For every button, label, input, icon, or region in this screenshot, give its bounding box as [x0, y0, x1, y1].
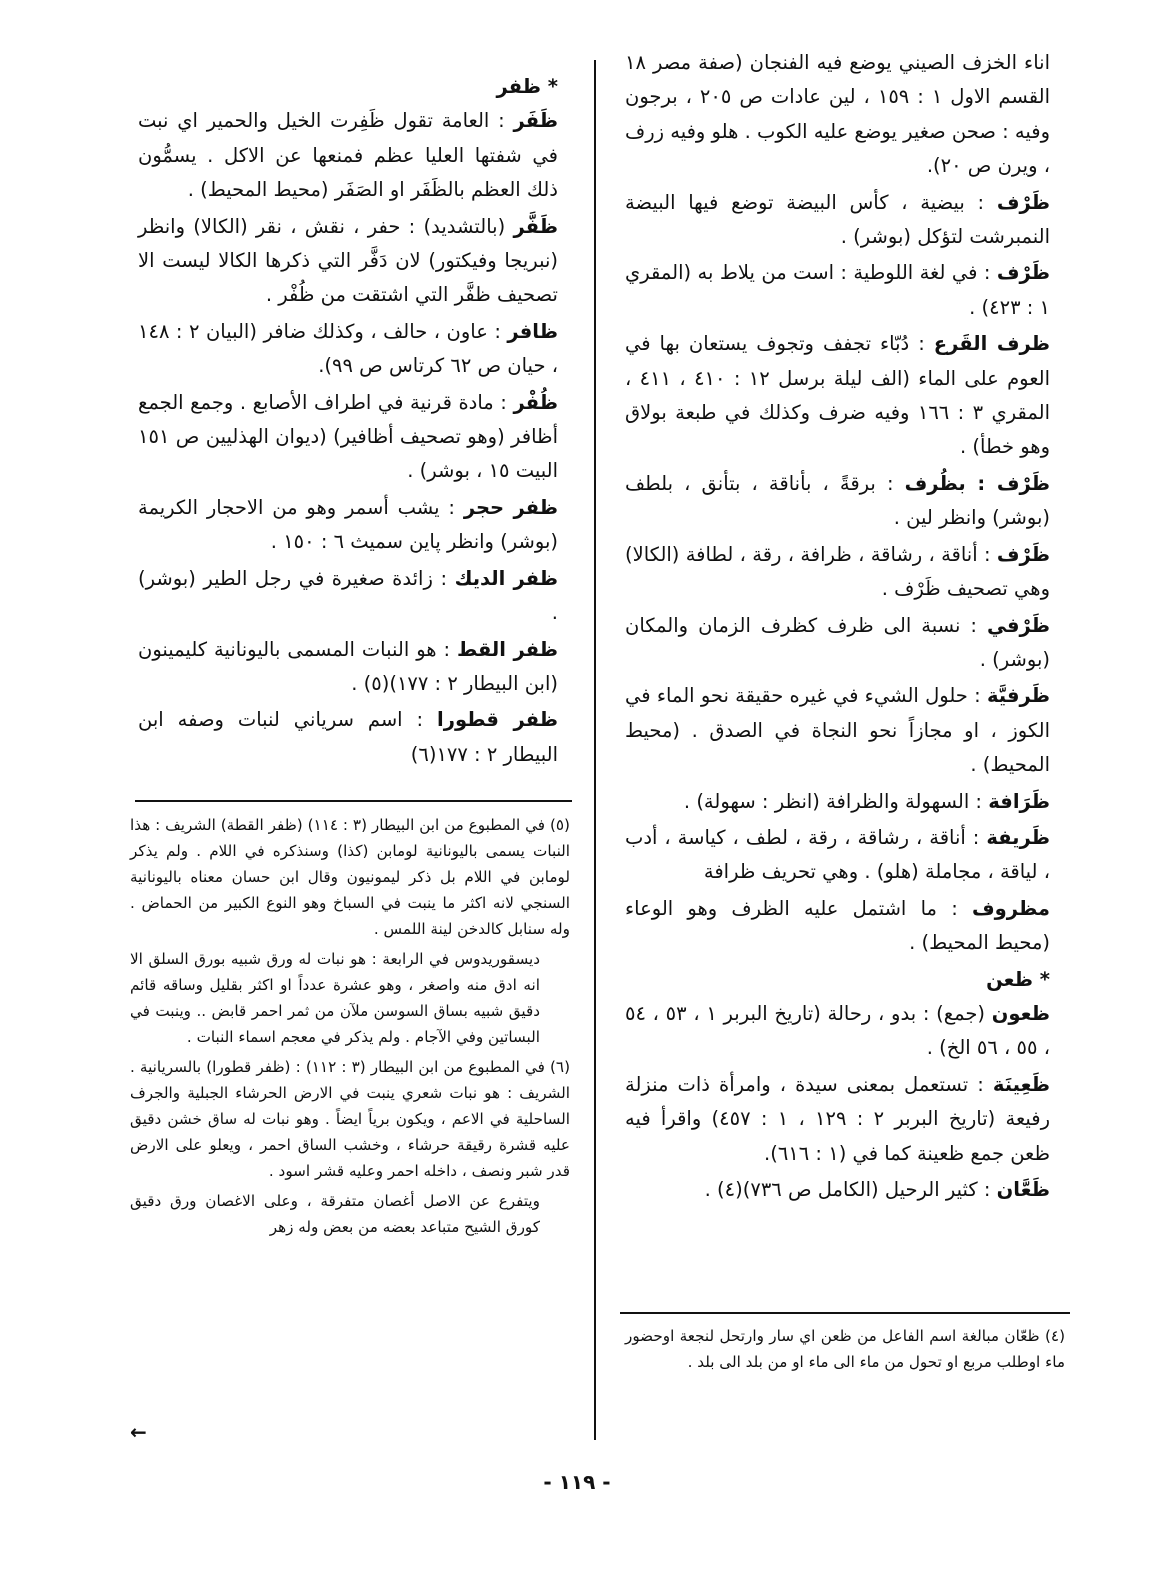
dictionary-entry: [138, 703, 558, 772]
dictionary-entry: [138, 104, 558, 207]
footnote: (٤) ظعّان مبالغة اسم الفاعل من ظعن اي سار وارتحل لنجعة اوحضور ماء اوطلب مربع او تحول من ماء الى ماء او من بلد الى بلد .: [625, 1327, 1065, 1371]
entry-headword: ظَرفيَّة: [986, 684, 1051, 708]
entry-headword: ظفر القط: [457, 637, 558, 661]
entry-text: : زائدة صغيرة في رجل الطير (بوشر) .: [138, 566, 558, 625]
entry-headword: مظروف: [972, 896, 1051, 920]
dictionary-entry: [625, 785, 1050, 819]
footnote: (٦) في المطبوع من ابن البيطار (٣ : ١١٢) : (ظفر قطورا) بالسريانية . الشريف : هو نبات شعري ينبت في الارض الحرشاء الجبلية والجرف الساحلية في الاعم ، ويكون برياً ايضاً . وهو نبات له ساق خشن دقيق عليه قشرة رقيقة حرشاء ، وخشب الساق احمر ، ويعلو على الارض قدر شبر ونصف ، داخله احمر وعليه قشر اسود .: [130, 1058, 570, 1180]
entry-text: (بالتشديد) : حفر ، نقش ، نقر (الكالا) وانظر (نبريجا وفيكتور) لان دَفَّر التي ذكرها الكالا ليست الا تصحيف ظفَّر التي اشتقت من ظُفْر .: [138, 214, 558, 307]
dictionary-entry: [625, 538, 1050, 607]
entry-headword: ظفر قطورا: [437, 708, 558, 732]
entry-text: اناء الخزف الصيني يوضع فيه الفنجان (صفة مصر ١٨ القسم الاول ١ : ١٥٩ ، لين عادات ص ٢٠٥ ، برجون وفيه : صحن صغير يوضع عليه الكوب . هلو وفيه زرف ، ويرن ص ٢٠).: [625, 51, 1050, 178]
entry-text: : يشب أسمر وهو من الاحجار الكريمة (بوشر) وانظر پاين سميث ٦ : ١٥٠ .: [138, 495, 558, 554]
entry-headword: ظرف القَرع: [933, 332, 1050, 356]
entry-headword: ظَرْف : بظُرف: [904, 471, 1051, 495]
entry-text: : اسم سرياني لنبات وصفه ابن البيطار ٢ : ١٧٧(٦): [138, 708, 558, 766]
footnote: ويتفرع عن الاصل أغصان متفرقة ، وعلى الاغصان ورق دقيق كورق الشيح متباعد بعضه من بعض وله زهر: [130, 1192, 540, 1236]
dictionary-entry: [625, 997, 1050, 1066]
right-column: [625, 46, 1050, 1209]
footnote-rule-right: [620, 1312, 1070, 1314]
dictionary-entry: [138, 386, 558, 489]
footnote-rule-left: [135, 800, 572, 802]
dictionary-entry: [138, 210, 558, 313]
entry-headword: ظَعَّان: [996, 1178, 1050, 1201]
entry-headword: ظفر الديك: [454, 566, 558, 590]
section-title: * ظعن: [986, 967, 1050, 991]
dictionary-entry: [625, 609, 1050, 678]
entry-text: : نسبة الى ظرف كظرف الزمان والمكان (بوشر) .: [625, 613, 1050, 671]
dictionary-entry: [138, 315, 558, 384]
entry-text: : دُبّاء تجفف وتجوف يستعان بها في العوم على الماء (الف ليلة برسل ١٢ : ٤١٠ ، ٤١١ ، المقري ٣ : ١٦٦ وفيه ضرف وكذلك في طبعة بولاق وهو خطأ) .: [625, 332, 1051, 459]
entry-text: : بيضية ، كأس البيضة توضع فيها البيضة النمبرشت لتؤكل (بوشر) .: [625, 190, 1050, 249]
entry-text: : حلول الشيء في غيره حقيقة نحو الماء في الكوز ، او مجازاً نحو النجاة في الصدق . (محيط المحيط) .: [625, 684, 1050, 777]
entry-headword: ظَرْف: [996, 190, 1050, 214]
dictionary-entry: [625, 327, 1050, 465]
entry-headword: ظَرَافة: [988, 789, 1050, 813]
entry-headword: ظَرْف: [996, 542, 1050, 566]
entry-text: : هو النبات المسمى باليونانية كليمينون (ابن البيطار ٢ : ١٧٧)(٥) .: [138, 637, 558, 695]
entry-headword: ظَفَّر: [513, 214, 558, 238]
section-title: * ظفر: [496, 75, 558, 98]
entry-headword: ظَفَر: [513, 109, 558, 133]
dictionary-entry: [625, 679, 1050, 782]
page-number: - ١١٩ -: [543, 1470, 611, 1494]
dictionary-entry: [625, 467, 1050, 536]
left-column: [138, 70, 558, 774]
footnotes-left: [130, 812, 570, 1244]
entry-text: : كثير الرحيل (الكامل ص ٧٣٦)(٤) .: [704, 1178, 991, 1201]
entry-headword: ظعون: [991, 1001, 1051, 1025]
entry-text: : عاون ، حالف ، وكذلك ضافر (البيان ٢ : ١٤٨ ، حيان ص ٦٢ كرتاس ص ٩٩).: [138, 319, 558, 378]
entry-headword: ظَريفة: [986, 825, 1050, 849]
dictionary-entry: [625, 256, 1050, 325]
entry-headword: ظَرْفي: [987, 613, 1050, 637]
entry-headword: ظافر: [507, 319, 558, 343]
footnotes-right: [625, 1323, 1065, 1379]
entry-text: : برقةً ، بأناقة ، بتأنق ، بلطف (بوشر) وانظر لين .: [625, 471, 1050, 530]
entry-headword: ظفر حجر: [463, 495, 559, 519]
footnote: (٥) في المطبوع من ابن البيطار (٣ : ١١٤) (ظفر القطة) الشريف : هذا النبات يسمى باليونانية لومابن (كذا) وسنذكره في اللام . ولم يذكر لومابن في اللام بل ذكر ليمونيون وقال ابن حسان معناه باليونانية السنجي لانه اكثر ما ينبت في السباخ وهو النوع الكبير من الحماض . وله سنابل كالدخن لينة اللمس .: [130, 816, 570, 938]
entry-text: : أناقة ، رشاقة ، ظرافة ، رقة ، لطافة (الكالا) وهي تصحيف ظَرْف .: [625, 542, 1050, 601]
dictionary-entry: [625, 1068, 1050, 1171]
dictionary-entry: [625, 892, 1050, 961]
dictionary-entry: [625, 46, 1050, 184]
entry-text: : العامة تقول ظَفِرت الخيل والحمير اي نبت في شفتها العليا عظم فمنعها عن الاكل . يسمُّون ذلك العظم بالظَفَر او الصَفَر (محيط المحيط) .: [138, 109, 558, 202]
entry-text: : مادة قرنية في اطراف الأصابع . وجمع الجمع أظافر (وهو تصحيف أظافير) (ديوان الهذليين ص ١٥١ البيت ١٥ ، بوشر) .: [138, 390, 558, 483]
dictionary-entry: [625, 1173, 1050, 1207]
entry-text: : ما اشتمل عليه الظرف وهو الوعاء (محيط المحيط) .: [625, 896, 1050, 955]
entry-headword: ظَعِينَة: [992, 1072, 1050, 1096]
entry-text: : السهولة والظرافة (انظر : سهولة) .: [683, 789, 983, 813]
footnote: ديسقوريدوس في الرابعة : هو نبات له ورق شبيه بورق السلق الا انه ادق منه واصغر ، وهو عشرة عدداً او اكثر بقليل وساقه قائم دقيق شبيه بساق السوسن ملآن من ثمر احمر قابض .. وينبت في البساتين وفي الآجام . ولم يذكر في معجم اسماء النبات .: [130, 950, 540, 1046]
entry-text: (جمع) : بدو ، رحالة (تاريخ البربر ١ ، ٥٣ ، ٥٤ ، ٥٥ ، ٥٦ الخ) .: [625, 1001, 1050, 1060]
column-divider: [594, 60, 596, 1440]
dictionary-entry: [625, 821, 1050, 890]
dictionary-entry: [138, 491, 558, 560]
dictionary-entry: [138, 562, 558, 631]
entry-headword: ظَرْف: [996, 261, 1050, 285]
entry-text: : تستعمل بمعنى سيدة ، وامرأة ذات منزلة رفيعة (تاريخ البربر ٢ : ١٢٩ ، ١ : ٤٥٧) واقرأ فيه ظعن جمع ظعينة كما في (١ : ٦١٦).: [625, 1072, 1050, 1165]
entry-text: : أناقة ، رشاقة ، رقة ، لطف ، كياسة ، أدب ، لياقة ، مجاملة (هلو) . وهي تحريف ظرافة: [625, 825, 1050, 884]
dictionary-entry: [625, 186, 1050, 255]
entry-text: : في لغة اللوطية : است من يلاط به (المقري ١ : ٤٢٣) .: [625, 261, 1050, 319]
entry-headword: ظُفْر: [513, 390, 558, 414]
continuation-arrow: ←: [130, 1420, 147, 1444]
dictionary-entry: [138, 633, 558, 702]
